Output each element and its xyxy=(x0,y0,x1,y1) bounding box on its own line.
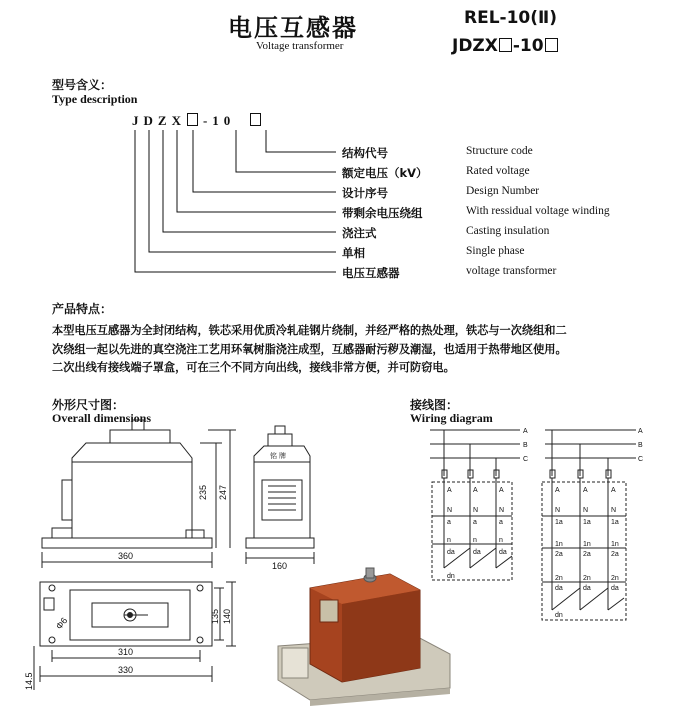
features-line: 次绕组一起以先进的真空浇注工艺用环氧树脂浇注成型，互感器耐污秽及潮湿，也适用于热带地区使用。 xyxy=(52,342,567,356)
phase-label: C xyxy=(638,456,644,463)
type-heading-en: Type description xyxy=(52,92,138,106)
type-row-en: Casting insulation xyxy=(466,225,550,237)
terminal-label: da xyxy=(473,549,481,556)
terminal-label: da xyxy=(555,585,563,592)
type-row-cn: 单相 xyxy=(342,246,365,260)
dim-front-h2: 247 xyxy=(218,484,228,500)
type-row-en: Single phase xyxy=(466,245,525,257)
model-number-2: JDZX -10 xyxy=(452,36,559,56)
features-line: 二次出线有接线端子罩盒，可在三个不同方向出线，接线非常方便，并可防窃电。 xyxy=(52,361,455,374)
type-row-en: voltage transformer xyxy=(466,265,557,277)
type-row-cn: 结构代号 xyxy=(342,146,388,160)
terminal-label: dn xyxy=(555,612,563,619)
terminal-label: A xyxy=(473,487,478,494)
terminal-label: da xyxy=(447,549,455,556)
terminal-label: 2a xyxy=(583,551,591,558)
model-number-1: REL-10(Ⅱ) xyxy=(464,8,557,28)
terminal-label: da xyxy=(583,585,591,592)
page-subtitle: Voltage transformer xyxy=(256,40,344,52)
phase-label: B xyxy=(638,442,643,449)
type-row-en: Rated voltage xyxy=(466,165,530,177)
dim-side-width: 160 xyxy=(272,561,288,571)
terminal-label: n xyxy=(473,537,477,544)
phase-label: B xyxy=(523,442,528,449)
terminal-label: da xyxy=(499,549,507,556)
terminal-label: A xyxy=(499,487,504,494)
wiring-heading-en: Wiring diagram xyxy=(410,411,493,425)
dim-bottom-offset: 14.5 xyxy=(24,672,34,690)
terminal-label: a xyxy=(499,519,503,526)
page-title: 电压互感器 xyxy=(228,14,358,42)
terminal-label: dn xyxy=(447,573,455,580)
dim-top-h1: 135 xyxy=(210,608,220,624)
wiring-heading-cn: 接线图： xyxy=(410,398,459,412)
features-line: 本型电压互感器为全封闭结构，铁芯采用优质冷轧硅钢片绕制，并经严格的热处理，铁芯与一次绕组和二 xyxy=(52,324,567,337)
dimensions-heading-cn: 外形尺寸图： xyxy=(52,398,125,412)
terminal-label: 1n xyxy=(555,541,563,548)
type-row-cn: 额定电压（kV） xyxy=(342,166,428,180)
terminal-label: n xyxy=(447,537,451,544)
nameplate-label: 铭 牌 xyxy=(270,453,286,460)
phase-label: A xyxy=(523,428,528,435)
terminal-label: 1a xyxy=(611,519,619,526)
terminal-label: 1n xyxy=(611,541,619,548)
terminal-label: 2n xyxy=(611,575,619,582)
type-row-cn: 带剩余电压绕组 xyxy=(342,206,423,220)
dim-top-w1: 310 xyxy=(118,647,134,657)
terminal-label: N xyxy=(447,507,453,514)
type-row-en: Design Number xyxy=(466,185,540,197)
terminal-label: n xyxy=(499,537,503,544)
left-transformer-group xyxy=(432,430,512,568)
terminal-label: 2n xyxy=(583,575,591,582)
terminal-label: A xyxy=(583,487,588,494)
dim-top-h2: 140 xyxy=(222,608,232,624)
terminal-label: N xyxy=(555,507,561,514)
terminal-label: N xyxy=(473,507,479,514)
terminal-label: N xyxy=(499,507,505,514)
dim-front-width: 360 xyxy=(118,551,134,561)
terminal-label: 1a xyxy=(555,519,563,526)
phase-label: A xyxy=(638,428,643,435)
dim-top-w2: 330 xyxy=(118,665,134,675)
type-row-cn: 电压互感器 xyxy=(342,266,400,280)
phase-label: C xyxy=(523,456,529,463)
dimensions-heading-en: Overall dimensions xyxy=(52,411,152,425)
type-heading-cn: 型号含义： xyxy=(52,78,113,92)
terminal-label: A xyxy=(447,487,452,494)
features-heading: 产品特点： xyxy=(52,302,113,316)
terminal-label: 1a xyxy=(583,519,591,526)
terminal-label: A xyxy=(611,487,616,494)
terminal-label: a xyxy=(447,519,451,526)
type-row-cn: 设计序号 xyxy=(342,186,388,200)
dim-front-h1: 235 xyxy=(198,484,208,500)
terminal-label: N xyxy=(583,507,589,514)
terminal-label: da xyxy=(611,585,619,592)
type-code: JDZX -10 xyxy=(132,113,262,129)
terminal-label: a xyxy=(473,519,477,526)
type-row-cn: 浇注式 xyxy=(342,226,377,240)
terminal-label: 2a xyxy=(555,551,563,558)
type-row-en: Structure code xyxy=(466,145,533,157)
type-row-en: With ressidual voltage winding xyxy=(466,205,610,217)
terminal-label: 2n xyxy=(555,575,563,582)
terminal-label: N xyxy=(611,507,617,514)
dim-hole: Φ6 xyxy=(53,615,70,632)
terminal-label: A xyxy=(555,487,560,494)
terminal-label: 1n xyxy=(583,541,591,548)
terminal-label: 2a xyxy=(611,551,619,558)
